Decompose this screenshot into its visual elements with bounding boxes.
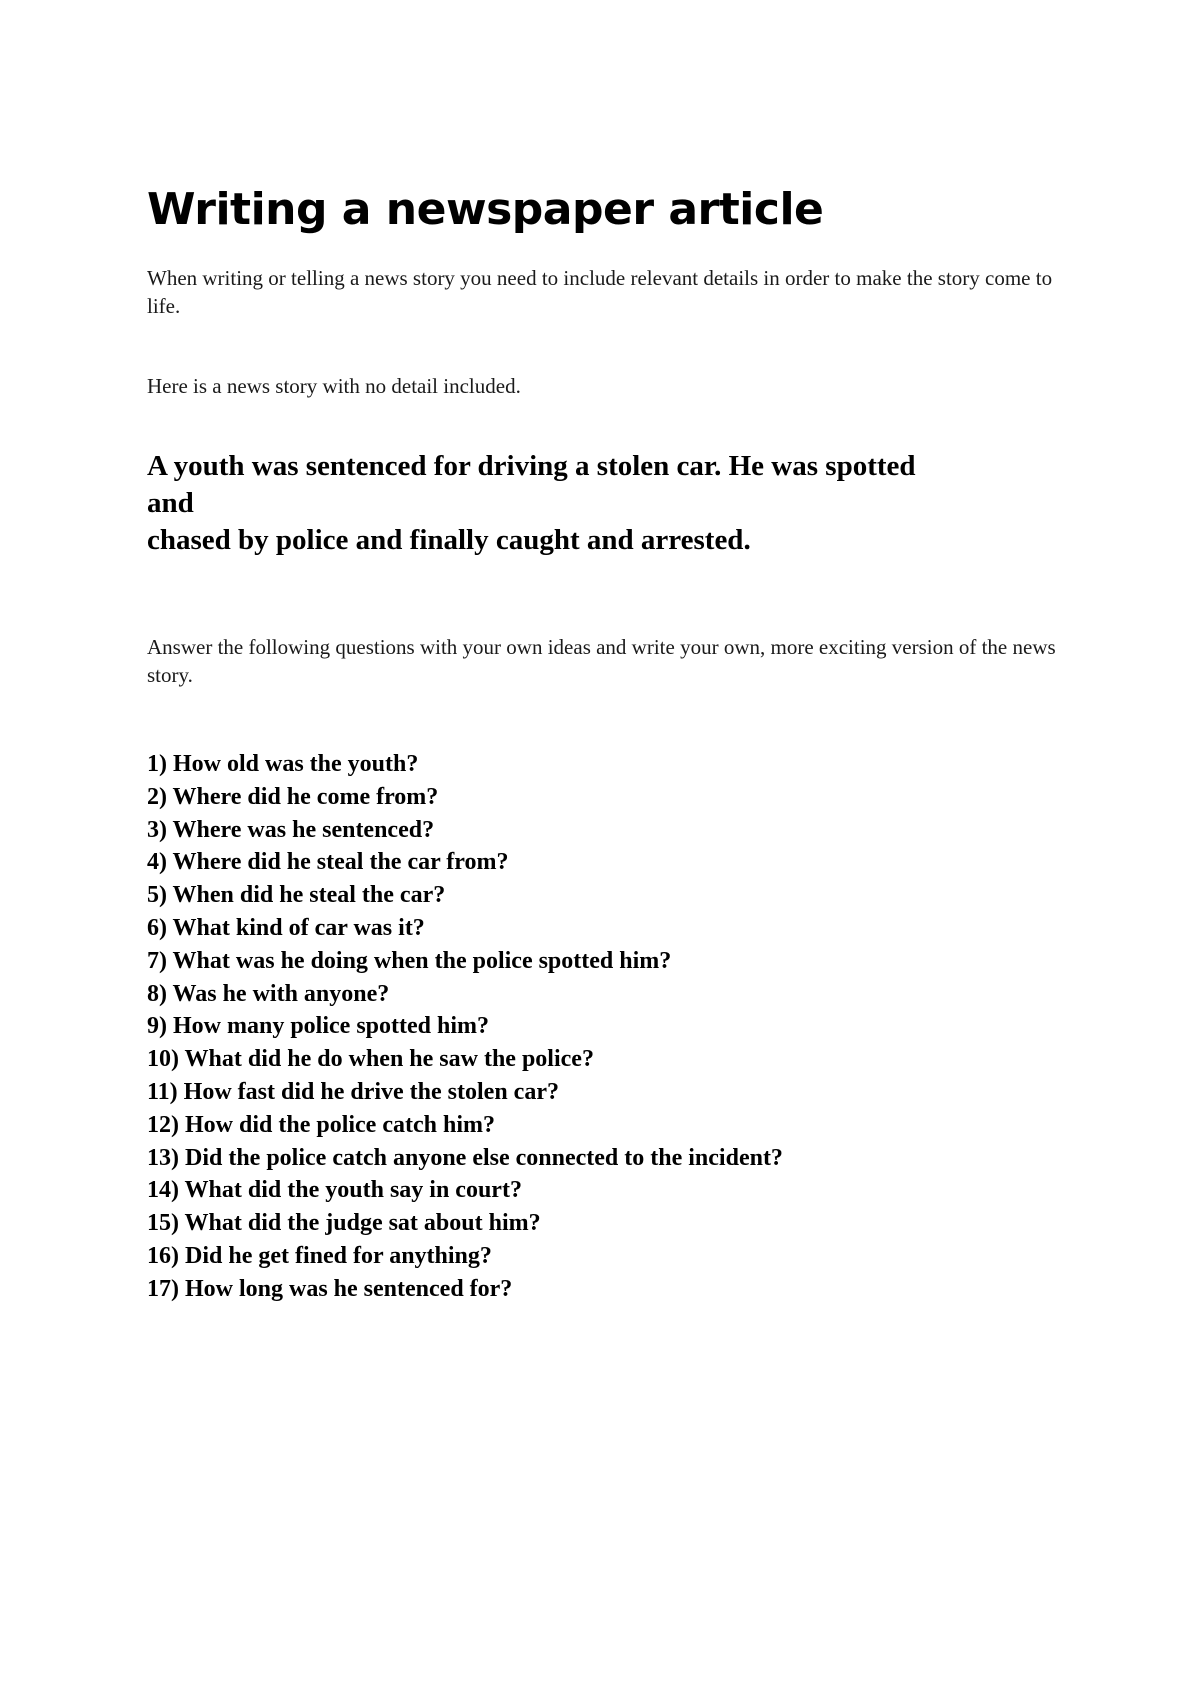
news-story-line: A youth was sentenced for driving a stolen car. He was spotted [147, 450, 916, 482]
document-content [147, 178, 1087, 1306]
question-item: 16) Did he get fined for anything? [147, 1242, 492, 1269]
question-item: 9) How many police spotted him? [147, 1013, 489, 1040]
question-item: 4) Where did he steal the car from? [147, 849, 509, 876]
news-story-line: chased by police and finally caught and arrested. [147, 524, 751, 556]
question-item: 14) What did the youth say in court? [147, 1177, 522, 1204]
news-story-line: and [147, 487, 194, 519]
lead-paragraph: Here is a news story with no detail included. [147, 374, 521, 398]
intro-paragraph: When writing or telling a news story you need to include relevant details in order to make the story come to life. [147, 266, 1053, 318]
document-title: Writing a newspaper article [147, 184, 824, 235]
question-list [147, 748, 1087, 1306]
instructions-paragraph: Answer the following questions with your own ideas and write your own, more exciting version of the news story. [147, 635, 1056, 687]
question-item: 1) How old was the youth? [147, 751, 419, 777]
question-item: 17) How long was he sentenced for? [147, 1275, 513, 1302]
question-item: 13) Did the police catch anyone else connected to the incident? [147, 1144, 783, 1171]
question-item: 15) What did the judge sat about him? [147, 1210, 541, 1237]
question-item: 2) Where did he come from? [147, 783, 439, 810]
question-item: 5) When did he steal the car? [147, 882, 446, 909]
question-item: 3) Where was he sentenced? [147, 816, 435, 843]
question-item: 12) How did the police catch him? [147, 1111, 495, 1138]
question-item: 8) Was he with anyone? [147, 980, 390, 1007]
question-item: 7) What was he doing when the police spotted him? [147, 947, 672, 974]
question-item: 10) What did he do when he saw the police? [147, 1046, 594, 1073]
news-story [147, 448, 1087, 559]
question-item: 6) What kind of car was it? [147, 914, 425, 941]
question-item: 11) How fast did he drive the stolen car? [147, 1078, 559, 1105]
